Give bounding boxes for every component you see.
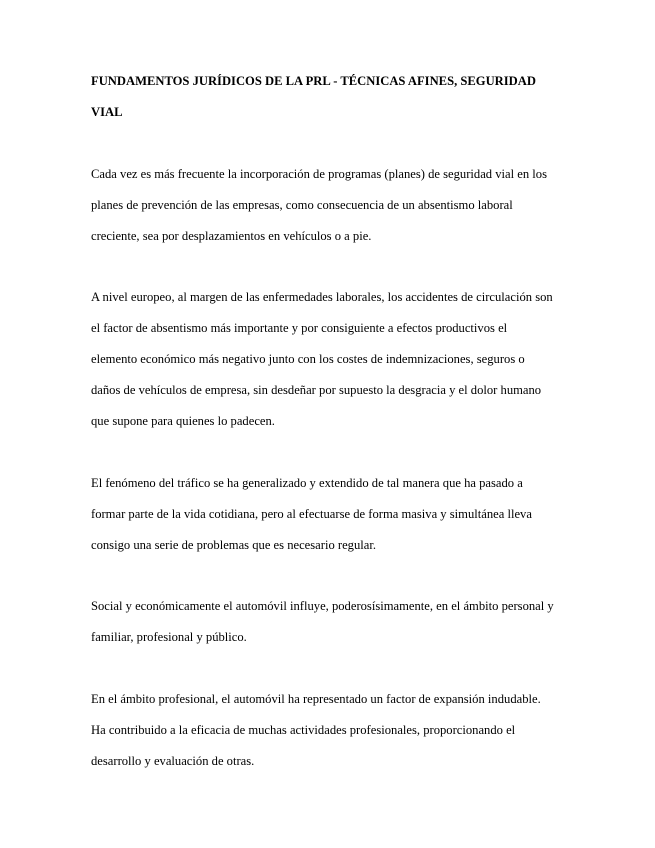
paragraph-line: Ha contribuido a la eficacia de muchas actividades profesionales, proporcionando el [91,723,516,737]
paragraph-line: planes de prevención de las empresas, como consecuencia de un absentismo laboral [91,198,513,212]
title-line: VIAL [91,105,123,119]
paragraph-line: El fenómeno del tráfico se ha generalizado y extendido de tal manera que ha pasado a [91,476,523,490]
paragraph-traffic-phenomenon [91,468,571,561]
paragraph-line: En el ámbito profesional, el automóvil ha representado un factor de expansión indudable. [91,692,541,706]
paragraph-social-economic [91,591,571,653]
paragraph-line: desarrollo y evaluación de otras. [91,754,255,768]
paragraph-professional-scope [91,684,571,777]
paragraph-line: Cada vez es más frecuente la incorporación de programas (planes) de seguridad vial en los [91,167,547,181]
paragraph-line: que supone para quienes lo padecen. [91,414,275,428]
paragraph-line: formar parte de la vida cotidiana, pero al efectuarse de forma masiva y simultánea lleva [91,507,532,521]
paragraph-line: consigo una serie de problemas que es necesario regular. [91,538,377,552]
paragraph-line: el factor de absentismo más importante y por consiguiente a efectos productivos el [91,321,508,335]
paragraph-european-level [91,282,571,437]
paragraph-line: Social y económicamente el automóvil influye, poderosísimamente, en el ámbito personal y [91,599,554,613]
paragraph-line: elemento económico más negativo junto con los costes de indemnizaciones, seguros o [91,352,525,366]
paragraph-line: A nivel europeo, al margen de las enfermedades laborales, los accidentes de circulación son [91,290,553,304]
document-title [91,66,571,128]
title-line: FUNDAMENTOS JURÍDICOS DE LA PRL - TÉCNICAS AFINES, SEGURIDAD [91,74,536,88]
paragraph-line: daños de vehículos de empresa, sin desdeñar por supuesto la desgracia y el dolor humano [91,383,542,397]
paragraph-line: familiar, profesional y público. [91,630,247,644]
paragraph-road-safety-plans [91,159,571,252]
paragraph-line: creciente, sea por desplazamientos en vehículos o a pie. [91,229,372,243]
